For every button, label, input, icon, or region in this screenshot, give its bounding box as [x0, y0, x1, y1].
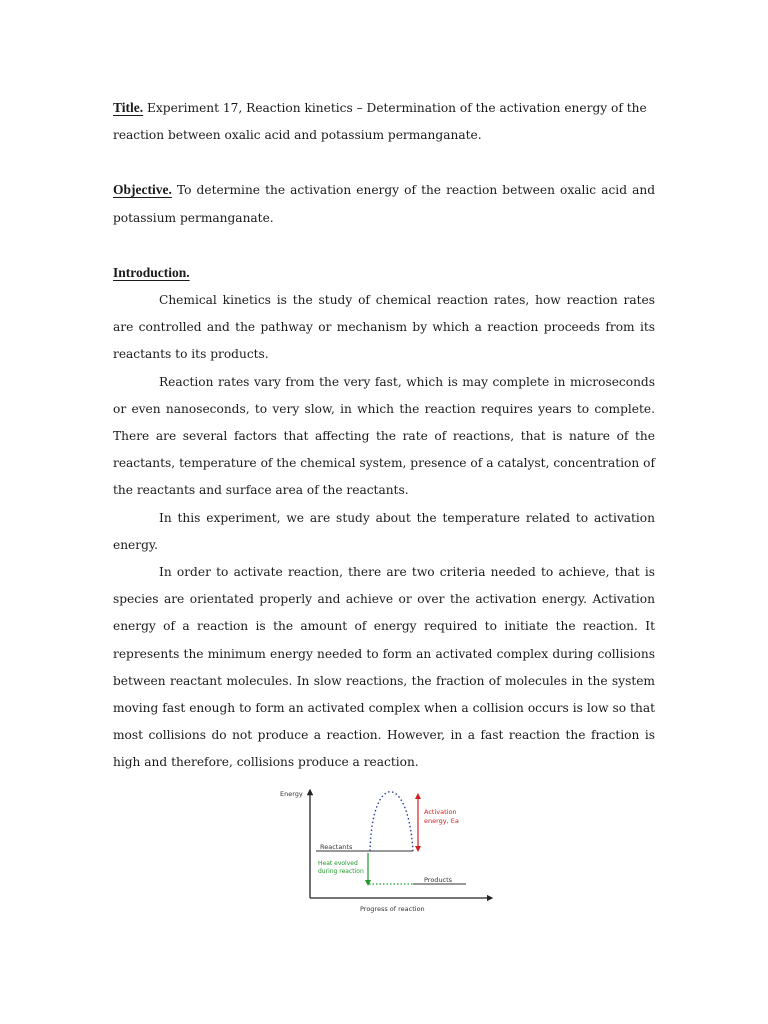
intro-paragraph-2: Reaction rates vary from the very fast, which is may complete in microseconds or even nanoseconds, to very slow, in which the reaction requires years to complete. There are several factors that affecting the rate of reactions, that is nature of the reactants, temperature of the chemical system, presence of a catalyst, concentration of the reactants and surface area of the reactants.: [113, 374, 655, 498]
introduction-heading: [113, 259, 655, 287]
title-label: Title.: [113, 100, 144, 115]
title-block: [113, 94, 655, 149]
intro-paragraph-4: In order to activate reaction, there are two criteria needed to achieve, that is species are orientated properly and achieve or over the activation energy. Activation energy of a reaction is the amount of energy required to initiate the reaction. It represents the minimum energy needed to form an activated complex during collisions between reactant molecules. In slow reactions, the fraction of molecules in the system moving fast enough to form an activated complex when a collision occurs is low so that most collisions do not produce a reaction. However, in a fast reaction the fraction is high and therefore, collisions produce a reaction.: [113, 565, 655, 770]
intro-paragraph-1: Chemical kinetics is the study of chemical reaction rates, how reaction rates are controlled and the pathway or mechanism by which a reaction proceeds from its reactants to its products.: [113, 293, 655, 362]
heat-label-line1: Heat evolved: [318, 860, 358, 867]
reactants-label: Reactants: [320, 843, 353, 851]
heat-label-line2: during reaction: [318, 868, 364, 875]
intro-paragraph-3: In this experiment, we are study about the temperature related to activation energy.: [113, 510, 655, 552]
y-axis-label: Energy: [280, 790, 303, 798]
objective-text: To determine the activation energy of the reaction between oxalic acid and potassium permanganate.: [113, 183, 655, 225]
activation-curve: [370, 792, 413, 851]
x-axis-label: Progress of reaction: [360, 905, 425, 913]
title-text: Experiment 17, Reaction kinetics – Determination of the activation energy of the reaction between oxalic acid and potassium permanganate.: [113, 101, 647, 143]
energy-profile-svg: [268, 780, 498, 915]
document-body: [113, 94, 655, 777]
introduction-label: Introduction.: [113, 264, 190, 280]
energy-profile-diagram: [268, 780, 498, 915]
objective-label: Objective.: [113, 182, 172, 198]
activation-label-line2: energy, Ea: [424, 817, 459, 825]
products-label: Products: [424, 876, 453, 884]
objective-block: [113, 176, 655, 231]
activation-label-line1: Activation: [424, 808, 457, 816]
